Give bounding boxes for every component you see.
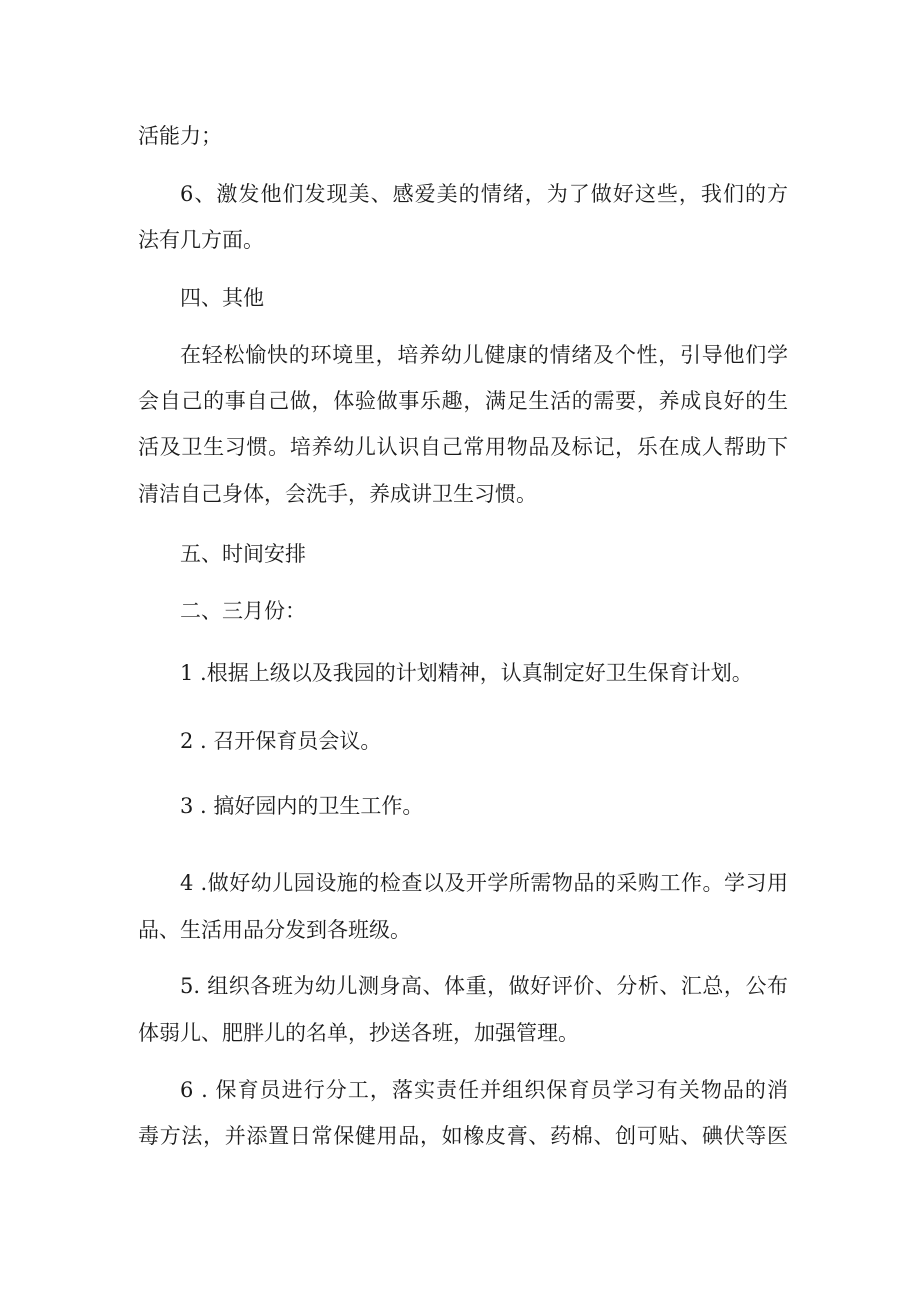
section-heading: 五、时间安排 [180,542,306,566]
paragraph-line: 品、生活用品分发到各班级。 [138,918,411,942]
list-item: 6 . 保育员进行分工，落实责任并组织保育员学习有关物品的消 [180,1078,788,1102]
paragraph-line: 体弱儿、肥胖儿的名单，抄送各班，加强管理。 [138,1021,579,1045]
paragraph-line: 法有几方面。 [138,228,264,252]
list-item: 2 . 召开保育员会议。 [180,729,382,753]
list-item: 5. 组织各班为幼儿测身高、体重，做好评价、分析、汇总，公布 [180,974,788,998]
paragraph-line: 活及卫生习惯。培养幼儿认识自己常用物品及标记，乐在成人帮助下 [138,435,788,459]
paragraph-line: 清洁自己身体，会洗手，养成讲卫生习惯。 [138,482,537,506]
list-item: 3 . 搞好园内的卫生工作。 [180,794,424,818]
paragraph-line: 会自己的事自己做，体验做事乐趣，满足生活的需要，养成良好的生 [138,389,788,413]
section-heading: 四、其他 [180,286,264,310]
list-item: 1 .根据上级以及我园的计划精神，认真制定好卫生保育计划。 [180,661,753,685]
list-item: 4 .做好幼儿园设施的检查以及开学所需物品的采购工作。学习用 [180,871,788,895]
paragraph-line: 毒方法，并添置日常保健用品，如橡皮膏、药棉、创可贴、碘伏等医 [138,1124,788,1148]
paragraph-line: 6、激发他们发现美、感爱美的情绪，为了做好这些，我们的方 [180,182,788,206]
subsection-heading: 二、三月份： [180,599,306,623]
paragraph-line: 在轻松愉快的环境里，培养幼儿健康的情绪及个性，引导他们学 [180,343,788,367]
paragraph-line: 活能力； [138,124,222,148]
